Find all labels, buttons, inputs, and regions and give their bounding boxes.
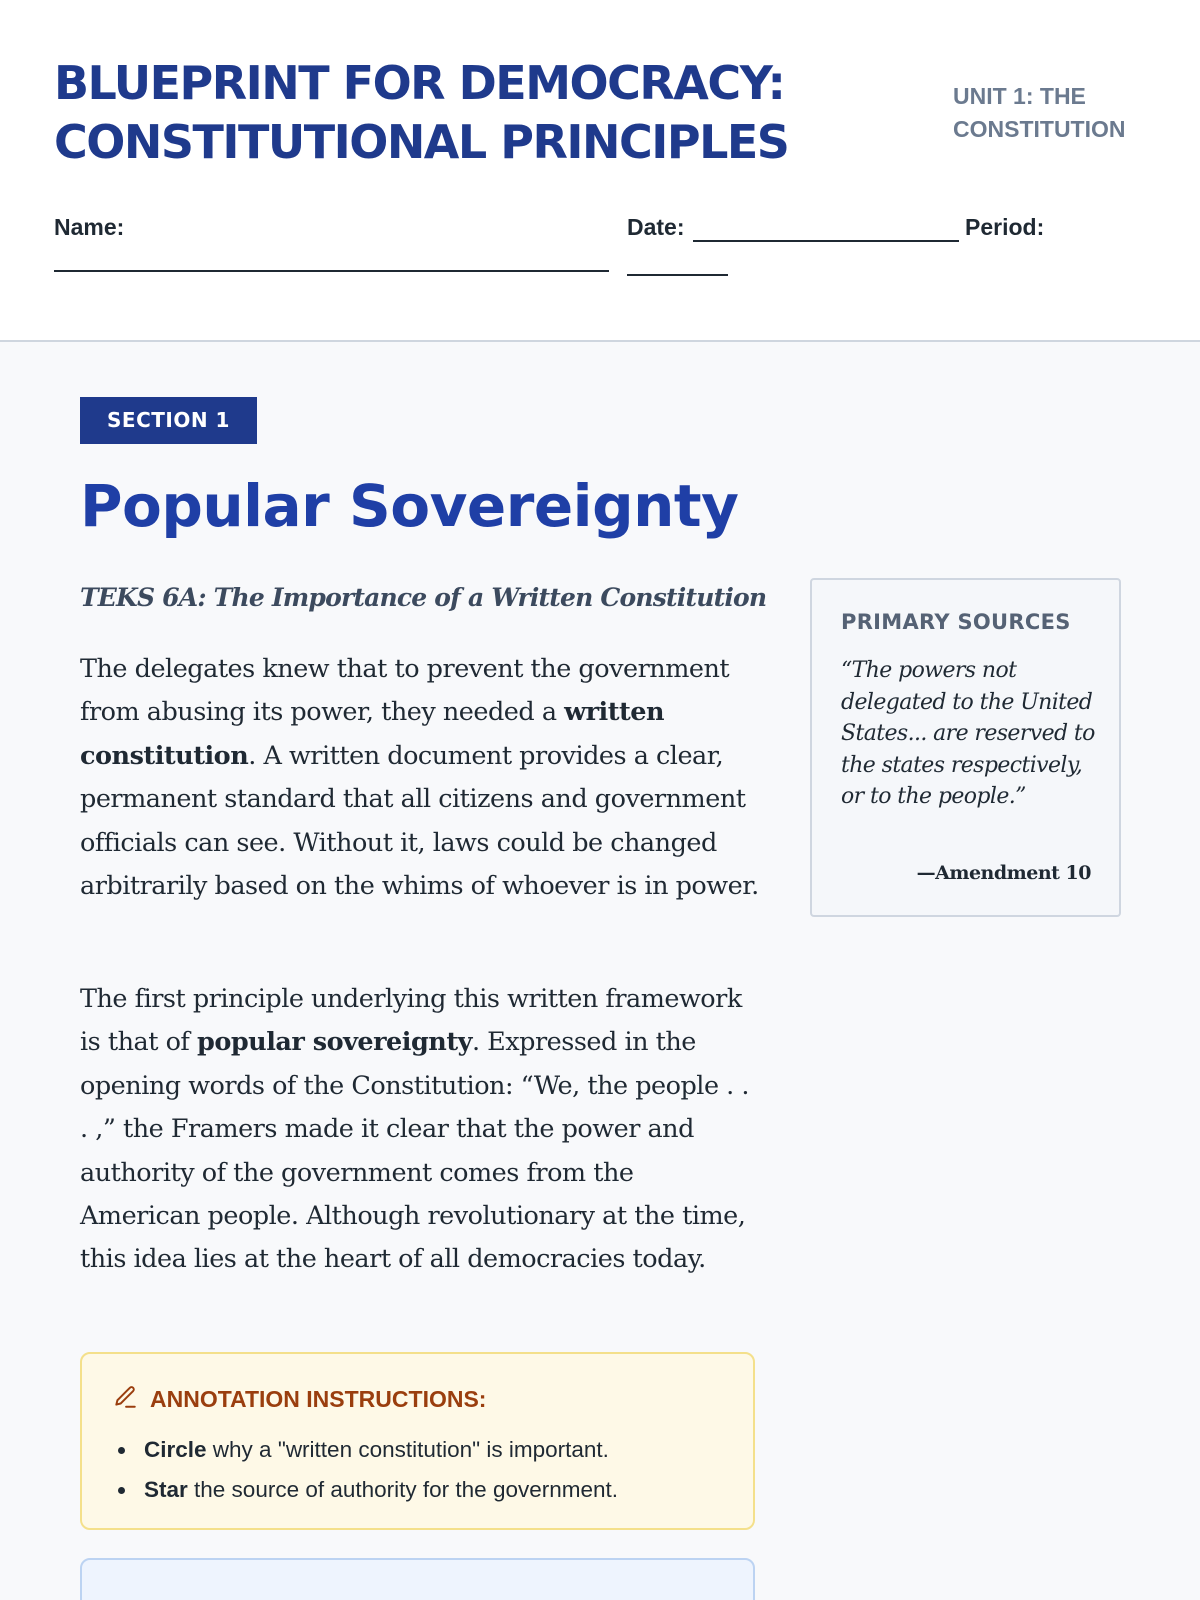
- primary-sources-title: PRIMARY SOURCES: [841, 610, 1071, 634]
- annotation-text: why a "written constitution" is important.: [206, 1437, 609, 1462]
- date-field-line[interactable]: [693, 240, 959, 242]
- next-info-box: [80, 1558, 755, 1600]
- annotation-item: [116, 1470, 618, 1510]
- period-label: Period:: [965, 214, 1045, 240]
- para2-text-a: The first principle underlying this written framework is that of: [80, 984, 742, 1058]
- para2-keyword: popular sovereignty: [196, 1027, 472, 1058]
- paragraph-popular-sovereignty: [80, 978, 760, 1282]
- unit-line-1: UNIT 1: THE: [953, 83, 1086, 109]
- annotation-verb: Circle: [144, 1437, 207, 1462]
- teks-standard: TEKS 6A: The Importance of a Written Constitution: [80, 583, 767, 612]
- title-line-2: CONSTITUTIONAL PRINCIPLES: [54, 115, 789, 169]
- section-title: Popular Sovereignty: [80, 472, 739, 540]
- annotation-item: [116, 1430, 618, 1470]
- period-field-line[interactable]: [627, 274, 728, 276]
- pencil-icon: [112, 1384, 138, 1415]
- annotation-text: the source of authority for the government.: [187, 1477, 619, 1502]
- annotation-list: [116, 1430, 618, 1510]
- worksheet-title: [54, 54, 834, 172]
- name-label: Name:: [54, 214, 125, 240]
- para1-text-c: . A written document provides a clear, permanent standard that all citizens and government officials can see. Without it, laws could be changed arbitrarily based on the whims of whoever is in power.: [80, 740, 759, 902]
- unit-label: [953, 80, 1153, 146]
- section-tag: SECTION 1: [80, 397, 257, 444]
- primary-sources-box: [810, 578, 1121, 917]
- para1-keyword: written constitution: [80, 697, 665, 771]
- unit-line-2: CONSTITUTION: [953, 116, 1126, 142]
- para2-text-c: . Expressed in the opening words of the Constitution: “We, the people . . . ,” the Framers made it clear that the power and authority of the government comes from the American people. Although revolutionary at the time, this idea lies at the heart of all democracies today.: [80, 1027, 749, 1275]
- name-field-line[interactable]: [54, 270, 609, 272]
- primary-source-citation: —Amendment 10: [916, 862, 1091, 884]
- annotation-instructions-box: [80, 1352, 755, 1530]
- para1-text-a: The delegates knew that to prevent the government from abusing its power, they needed a: [80, 654, 730, 728]
- worksheet-header: [0, 0, 1200, 342]
- paragraph-written-constitution: [80, 648, 760, 908]
- title-line-1: BLUEPRINT FOR DEMOCRACY:: [54, 56, 785, 110]
- annotation-verb: Star: [144, 1477, 188, 1502]
- date-label: Date:: [627, 214, 685, 240]
- annotation-header: [112, 1384, 486, 1415]
- primary-source-quote: “The powers not delegated to the United States... are reserved to the states respectively, or to the people.”: [841, 658, 1095, 810]
- annotation-title: ANNOTATION INSTRUCTIONS:: [150, 1386, 487, 1412]
